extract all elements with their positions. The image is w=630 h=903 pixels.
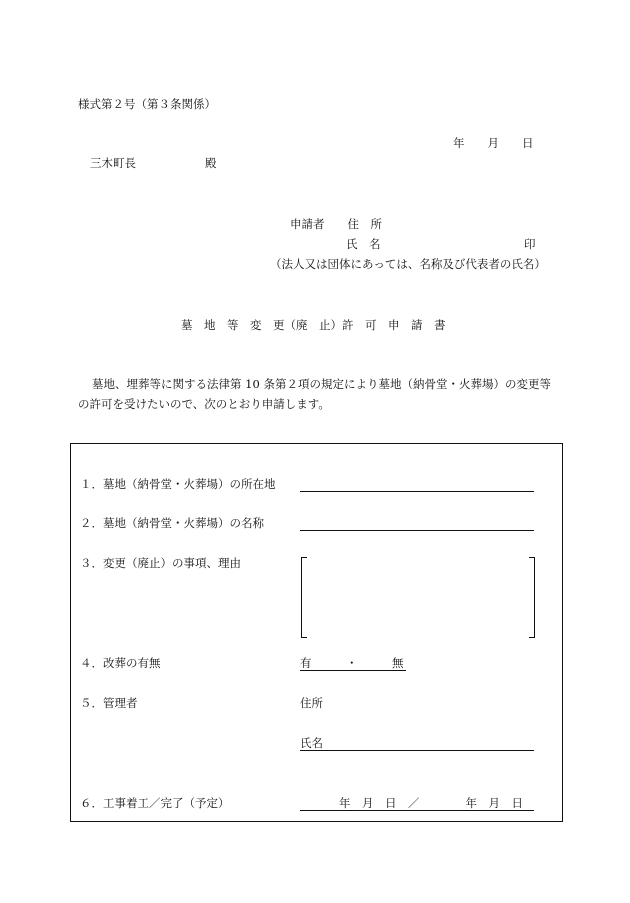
- item-label: ６．工事着工／完了（予定）: [80, 796, 230, 810]
- item-label: ３．変更（廃止）の事項、理由: [80, 556, 241, 570]
- construction-dates-underline: [300, 810, 534, 811]
- addressee: 三木町長 殿: [90, 156, 217, 170]
- date-header: 年 月 日: [453, 136, 534, 150]
- body-line: 墓地、埋葬等に関する法律第 10 条第２項の規定により墓地（納骨堂・火葬場）の変更等: [92, 377, 551, 391]
- location-blank-line: [300, 491, 534, 492]
- construction-dates: 年 月 日 ／ 年 月 日: [339, 796, 523, 810]
- applicant-note: （法人又は団体にあっては、名称及び代表者の氏名）: [270, 257, 546, 271]
- reburial-underline: [300, 670, 406, 671]
- application-items-box: [70, 443, 563, 822]
- manager-address-label: 住所: [300, 696, 323, 710]
- document-title: 墓 地 等 変 更（廃 止）許 可 申 請 書: [181, 318, 446, 332]
- right-bracket: [529, 557, 535, 638]
- item-label: ４．改葬の有無: [80, 656, 161, 670]
- item-label: １．墓地（納骨堂・火葬場）の所在地: [80, 477, 276, 491]
- manager-name-blank-line: [300, 750, 534, 751]
- body-line: の許可を受けたいので、次のとおり申請します。: [78, 397, 330, 411]
- applicant-address-label: 申請者 住 所: [290, 217, 382, 231]
- item-label: ５．管理者: [80, 696, 138, 710]
- form-number: 様式第２号（第３条関係）: [78, 97, 216, 111]
- reburial-choice: 有 ・ 無: [300, 656, 404, 670]
- item-label: ２．墓地（納骨堂・火葬場）の名称: [80, 516, 264, 530]
- seal-mark: 印: [524, 237, 536, 251]
- applicant-name-label: 氏 名: [346, 237, 381, 251]
- name-blank-line: [300, 530, 534, 531]
- manager-name-label: 氏名: [300, 736, 323, 750]
- left-bracket: [301, 557, 307, 638]
